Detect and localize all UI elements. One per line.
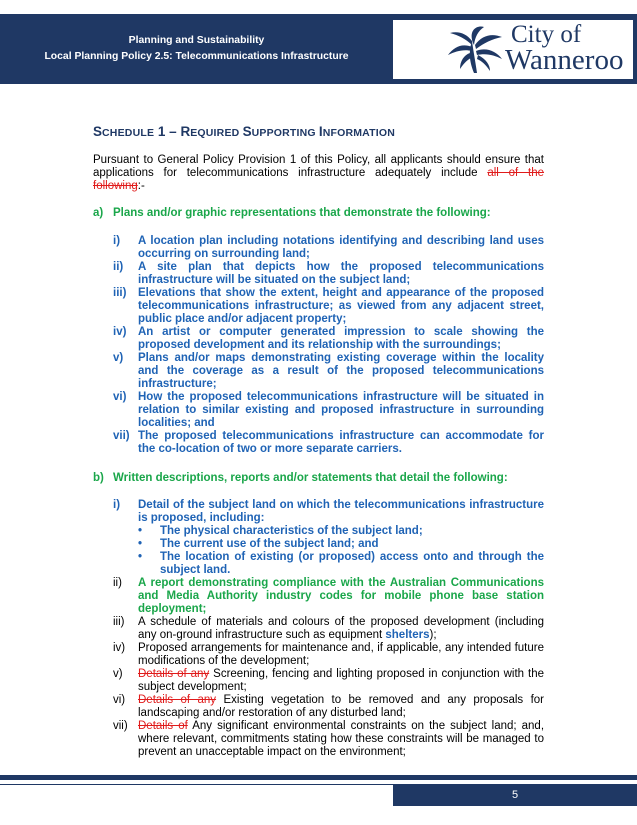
document-header-title [0,14,393,84]
bullet-text: The physical characteristics of the subject land; [160,525,423,537]
heading-part: EQUIRED [190,127,243,139]
intro-paragraph [93,154,544,193]
section-label: a) [93,207,104,219]
item-text: Screening, fencing and lighting proposed in conjunction with the subject development; [138,668,544,693]
item-text: Existing vegetation to be removed and any proposals for landscaping and/or restoration of any disturbed land; [138,694,544,719]
item-number: iii) [113,287,127,299]
heading-part: S [242,124,252,139]
item-number: vi) [113,391,127,403]
list-item [93,694,544,720]
deleted-text: Details of any [138,668,210,680]
schedule-heading [93,124,395,139]
list-item [93,430,544,456]
list-item [93,235,544,261]
footer-rule [0,775,637,780]
header-line-1: Planning and Sustainability [128,35,265,46]
list-item [93,577,544,616]
heading-part: NFORMATION [322,127,396,139]
section-b-heading [93,472,544,485]
list-item [93,720,544,759]
list-item [93,287,544,326]
item-text: A location plan including notations identifying and describing land uses occurring on surrounding land; [138,235,544,260]
logo-city-text: City of [511,21,582,48]
item-number: ii) [113,577,122,589]
heading-part: CHEDULE [102,127,155,139]
item-number: vii) [113,720,128,732]
item-text: A schedule of materials and colours of the proposed development (including any on-ground infrastructure such as equipment [138,616,544,641]
intro-text: Pursuant to General Policy Provision 1 of this Policy, all applicants should ensure that applications for telecommunications infrastructure adequately include [93,154,544,179]
item-text-highlight: shelters [385,629,430,641]
section-title: Plans and/or graphic representations that demonstrate the following: [113,207,491,219]
list-item [93,326,544,352]
item-number: iii) [113,616,125,628]
item-number: v) [113,352,124,364]
heading-part: R [180,124,191,139]
item-text: Elevations that show the extent, height and appearance of the proposed telecommunications infrastructure; as viewed from any adjacent street, public place and/or adjacent property; [138,287,544,325]
bullet-text: The location of existing (or proposed) access onto and through the subject land. [160,551,544,576]
item-number: vi) [113,694,126,706]
bullet-item [93,538,544,551]
bullet-item [93,525,544,538]
item-text: How the proposed telecommunications infrastructure will be situated in relation to similar existing and proposed infrastructure in surrounding localities; and [138,391,544,429]
list-item [93,668,544,694]
bullet-item [93,551,544,577]
bullet-icon: • [138,551,143,563]
item-text: Any significant environmental constraints on the subject land; and, where relevant, commitments stating how these constraints will be managed to prevent an unacceptable impact on the environment; [138,720,545,758]
item-text: Detail of the subject land on which the telecommunications infrastructure is proposed, including: [138,499,544,524]
item-number: i) [113,499,121,511]
item-number: vii) [113,430,130,442]
page-number: 5 [511,789,519,801]
list-item [93,616,544,642]
section-a-list [93,235,544,456]
city-logo [393,20,633,79]
footer-blank-panel [0,784,393,806]
list-item [93,391,544,430]
bullet-icon: • [138,525,143,537]
heading-part: 1 – [154,124,181,139]
item-text: A report demonstrating compliance with the Australian Communications and Media Authority industry codes for mobile phone base station deployment; [138,577,544,615]
item-text: The proposed telecommunications infrastructure can accommodate for the co-location of two or more separate carriers. [138,430,544,455]
item-number: i) [113,235,121,247]
deleted-text: all of the following [93,167,544,192]
list-item [93,642,544,668]
logo-name-text: Wanneroo [505,44,624,76]
item-number: iv) [113,642,126,654]
section-title: Written descriptions, reports and/or statements that detail the following: [113,472,508,484]
bullet-text: The current use of the subject land; and [160,538,379,550]
section-b-list [93,499,544,759]
header-line-2: Local Planning Policy 2.5: Telecommunications Infrastructure [44,51,349,62]
wanneroo-plant-icon [448,25,504,75]
list-item [93,261,544,287]
item-number: iv) [113,326,127,338]
section-label: b) [93,472,104,484]
item-text: Plans and/or maps demonstrating existing coverage within the locality and the coverage as a result of the proposed telecommunications infrastructure; [138,352,544,390]
intro-tail: :- [137,180,145,192]
item-number: ii) [113,261,124,273]
item-text: An artist or computer generated impression to scale showing the proposed development and its relationship with the surroundings; [138,326,544,351]
deleted-text: Details of [138,720,188,732]
item-text: Proposed arrangements for maintenance and, if applicable, any intended future modifications of the development; [138,642,544,667]
heading-part: UPPORTING [251,127,319,139]
section-a-heading [93,207,544,220]
item-number: v) [113,668,123,680]
heading-part: I [318,124,323,139]
deleted-text: Details of any [138,694,217,706]
list-item [93,352,544,391]
bullet-icon: • [138,538,143,550]
list-item [93,499,544,525]
item-text: A site plan that depicts how the proposed telecommunications infrastructure will be situated on the subject land; [138,261,544,286]
heading-part: S [93,124,103,139]
item-text-tail: ); [429,629,437,641]
